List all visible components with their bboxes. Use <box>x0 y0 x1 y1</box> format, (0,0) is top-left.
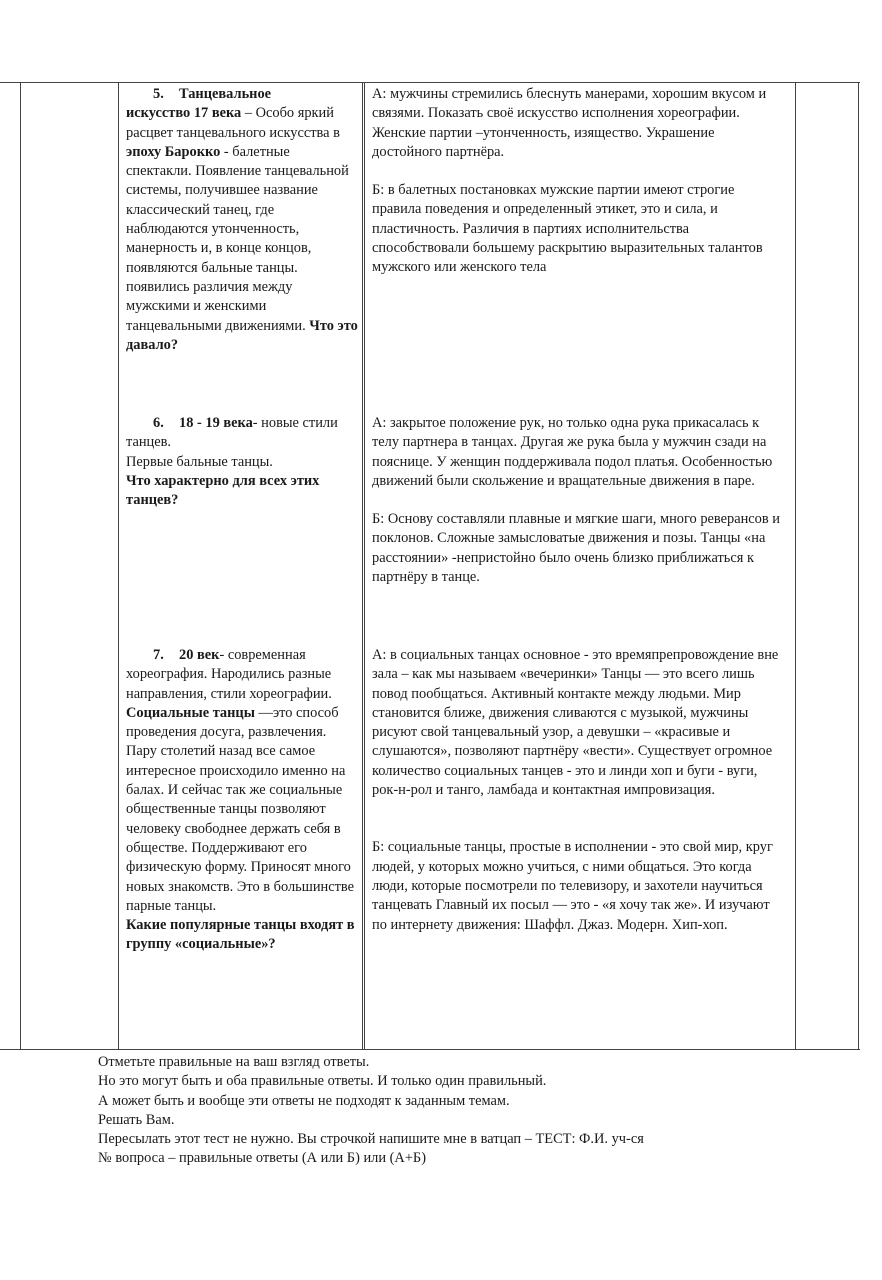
answer-7-b: Б: социальные танцы, простые в исполнении - это свой мир, круг людей, у которых можно учиться, с ними общаться. Это когда люди, которые посмотрели по телевизору, и захотели научиться танцевать Главный их посыл — это - «я хочу так же». И изучают по интернету движения: Шаффл. Джаз. Модерн. Хип-хоп. <box>372 839 773 933</box>
instruction-line-3: А может быть и вообще эти ответы не подходят к заданным темам. <box>98 1092 510 1109</box>
instructions <box>98 1053 798 1169</box>
answers-7 <box>372 646 784 954</box>
table-col-border-3 <box>364 82 365 1050</box>
instruction-line-4: Решать Вам. <box>98 1111 175 1128</box>
question-6-title: 18 - 19 века <box>179 415 253 431</box>
question-5-text-1: – Особо яркий расцвет танцевального искусства в <box>126 105 340 141</box>
answer-5-a: А: мужчины стремились блеснуть манерами, хорошим вкусом и связями. Показать своё искусство исполнения хореографии. Женские партии –утонченность, изящество. Украшение достойного партнёра. <box>372 86 767 160</box>
question-6-prompt: Что характерно для всех этих танцев? <box>126 472 320 509</box>
question-7-text-1: - современная хореография. Народились разные направления, стили хореографии. <box>126 647 332 702</box>
question-5-title-2: искусство 17 века <box>126 105 242 122</box>
question-5-text-2: - балетные спектакли. Появление танцевальной системы, получившее название классический танец, где наблюдаются утонченность, манерность и, в конце концов, появляются бальные танцы. появились различия между мужскими и женскими танцевальными движениями. <box>126 143 349 334</box>
question-7 <box>126 646 358 955</box>
answer-6-a: А: закрытое положение рук, но только одна рука прикасалась к телу партнера в танцах. Другая же рука была у мужчин сзади на пояснице. У женщин поддерживала подол платья. Особенностью движений были скольжение и вращательные движения в паре. <box>372 415 773 489</box>
question-6-number: 6. <box>153 415 164 431</box>
question-7-title: 20 век <box>179 647 220 663</box>
answer-5-b: Б: в балетных постановках мужские партии имеют строгие правила поведения и определенный этикет, это и сила, и пластичность. Различия в партиях исполнительства способствовали большему раскрытию выразительных талантов мужского или женского тела <box>372 182 763 276</box>
question-7-social: Социальные танцы <box>126 704 255 721</box>
question-6-text-2: Первые бальные танцы. <box>126 453 273 470</box>
question-6-text-1: - новые стили танцев. <box>126 415 338 451</box>
table-col-border-2 <box>118 82 119 1050</box>
question-5-prompt: Что это давало? <box>126 317 358 353</box>
instruction-line-2: Но это могут быть и оба правильные ответы. И только один правильный. <box>98 1073 547 1090</box>
question-7-prompt: Какие популярные танцы входят в группу «социальные»? <box>126 917 355 953</box>
question-5 <box>126 85 358 355</box>
table-col-border-4 <box>362 82 363 1050</box>
answers-5 <box>372 85 784 297</box>
question-5-title-1: Танцевальное <box>179 86 272 102</box>
answer-7-a: А: в социальных танцах основное - это времяпрепровождение вне зала – как мы называем «вечеринки» Танцы — это всего лишь повод пообщаться. Активный контакте между людьми. Мир становится ближе, движения сливаются с музыкой, мужчины рисуют свой танцевальный узор, а девушки – «красивые и слушаются», позволяют партнёру «вести». Существует огромное количество социальных танцев - это и линди хоп и буги - вуги, рок-н-рол и танго, ламбада и контактная импровизация. <box>372 647 779 799</box>
question-5-era: эпоху Барокко <box>126 143 221 160</box>
instruction-line-5: Пересылать этот тест не нужно. Вы строчкой напишите мне в ватцап – ТЕСТ: Ф.И. уч-ся <box>98 1131 644 1148</box>
table-col-border-1 <box>20 82 21 1050</box>
instruction-line-1: Отметьте правильные на ваш взгляд ответы. <box>98 1054 370 1070</box>
answers-6 <box>372 414 784 606</box>
table-col-border-6 <box>858 82 859 1050</box>
question-7-text-2: —это способ проведения досуга, развлечения. Пару столетий назад все самое интересное происходило именно на балах. И сейчас так же социальные общественные танцы позволяют человеку свободнее держать себя в обществе. Поддерживают его физическую форму. Приносят много новых знакомств. Это в большинстве парные танцы. <box>126 704 354 914</box>
table-col-border-5 <box>795 82 796 1050</box>
question-5-number: 5. <box>153 86 164 102</box>
instruction-line-6: № вопроса – правильные ответы (А или Б) или (А+Б) <box>98 1150 426 1167</box>
question-7-number: 7. <box>153 647 164 663</box>
answer-6-b: Б: Основу составляли плавные и мягкие шаги, много реверансов и поклонов. Сложные замысловатые движения и позы. Танцы «на расстоянии» -непристойно было очень близко приближаться к партнёру в танце. <box>372 511 780 586</box>
question-6 <box>126 414 358 510</box>
table-top-border <box>0 82 860 83</box>
table-bottom-border <box>0 1049 860 1050</box>
